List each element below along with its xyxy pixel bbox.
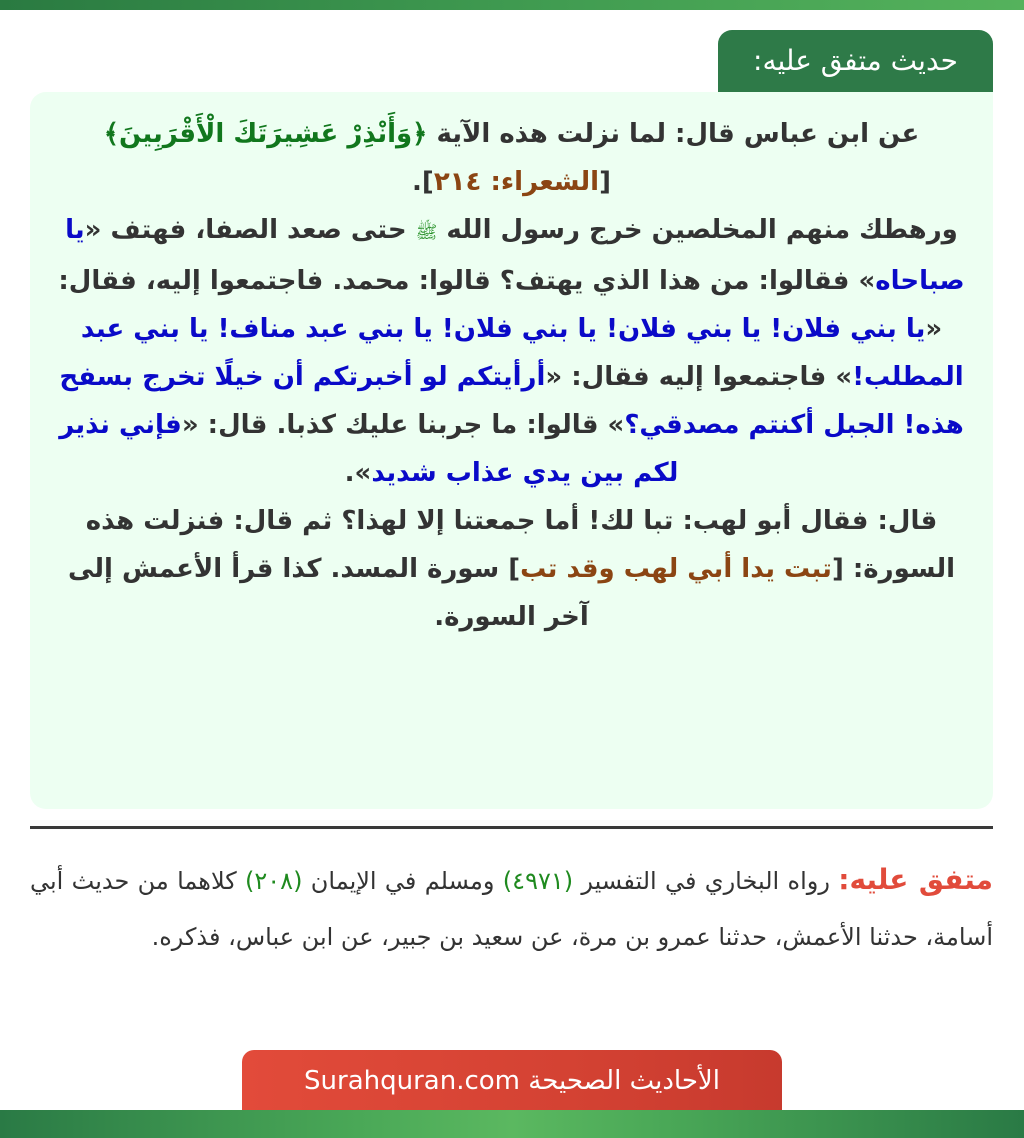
site-brand-badge bbox=[242, 1050, 782, 1110]
bracket: ]. bbox=[412, 167, 434, 197]
hadith-text: ورهطك منهم المخلصين خرج رسول الله bbox=[437, 215, 958, 245]
takhrij-text: كلاهما من حديث أبي أسامة، حدثنا الأعمش، حدثنا عمرو بن مرة، عن سعيد بن جبير، عن ابن عباس، فذكره. bbox=[30, 867, 993, 951]
prophet-speech: يا صباحاه bbox=[65, 215, 965, 296]
prophet-speech: أرأيتكم لو أخبرتكم أن خيلًا تخرج بسفح هذه! الجبل أكنتم مصدقي؟ bbox=[59, 362, 964, 440]
hadith-paragraph-1 bbox=[44, 110, 979, 206]
section-divider bbox=[30, 826, 993, 829]
hadith-text: » فقالوا: من هذا الذي يهتف؟ قالوا: محمد. فاجتمعوا إليه، فقال: « bbox=[58, 266, 943, 344]
muslim-number: (٢٠٨) bbox=[245, 867, 303, 895]
hadith-paragraph-3 bbox=[44, 497, 979, 641]
hadith-type-tag bbox=[718, 30, 993, 92]
hadith-text: حتى صعد الصفا، فهتف « bbox=[84, 215, 416, 245]
surah-reference: تبت يدا أبي لهب وقد تب bbox=[520, 554, 832, 584]
verse-reference: الشعراء: ٢١٤ bbox=[433, 167, 600, 197]
bottom-decorative-bar bbox=[0, 1110, 1024, 1138]
hadith-text: ] سورة المسد. كذا قرأ الأعمش إلى آخر السورة. bbox=[67, 554, 589, 632]
grade-label: متفق عليه: bbox=[838, 863, 994, 896]
bracket: [ bbox=[599, 167, 611, 197]
takhrij-section bbox=[30, 852, 993, 965]
hadith-text: » قالوا: ما جربنا عليك كذبا. قال: « bbox=[181, 410, 625, 440]
hadith-text: قال: فقال أبو لهب: تبا لك! أما جمعتنا إلا لهذا؟ ثم قال: فنزلت هذه السورة: [ bbox=[85, 506, 956, 584]
hadith-text: ». bbox=[344, 458, 372, 488]
hadith-text: عن ابن عباس قال: لما نزلت هذه الآية bbox=[427, 119, 920, 149]
prophet-speech: يا بني فلان! يا بني فلان! يا بني فلان! يا بني عبد مناف! يا بني عبد المطلب! bbox=[80, 314, 964, 392]
hadith-paragraph-2 bbox=[44, 206, 979, 497]
hadith-type-label: حديث متفق عليه: bbox=[753, 44, 958, 77]
takhrij-text: ومسلم في الإيمان bbox=[302, 867, 503, 895]
takhrij-text: رواه البخاري في التفسير bbox=[573, 867, 839, 895]
top-decorative-bar bbox=[0, 0, 1024, 10]
site-brand-label: الأحاديث الصحيحة Surahquran.com bbox=[304, 1066, 720, 1096]
hadith-text: » فاجتمعوا إليه فقال: « bbox=[545, 362, 853, 392]
quran-verse: ﴿وَأَنْذِرْ عَشِيرَتَكَ الْأَقْرَبِينَ﴾ bbox=[103, 119, 428, 149]
bukhari-number: (٤٩٧١) bbox=[502, 867, 574, 895]
hadith-text-panel bbox=[30, 92, 993, 809]
salawat-icon: ﷺ bbox=[415, 222, 438, 243]
prophet-speech: فإني نذير لكم بين يدي عذاب شديد bbox=[59, 410, 679, 488]
